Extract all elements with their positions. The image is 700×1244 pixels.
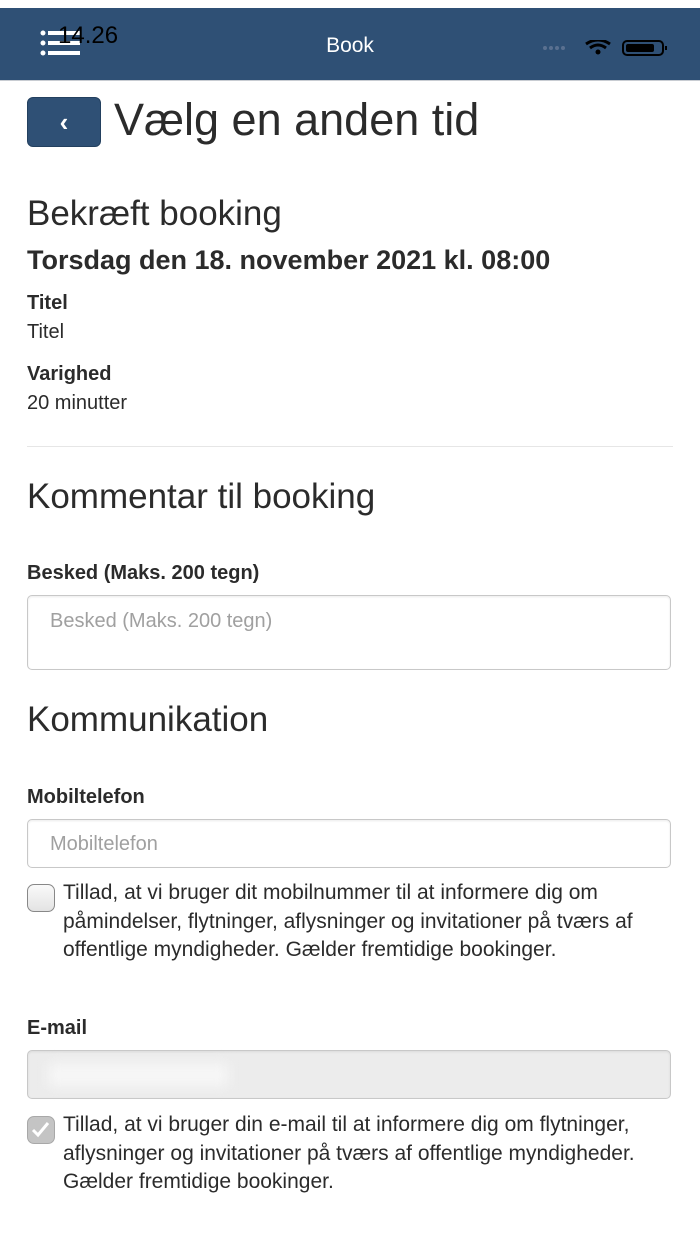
email-consent-text: Tillad, at vi bruger din e-mail til at informere dig om flytninger, aflysninger og invitationer på tværs af offentlige myndigheder. Gælder fremtidige bookinger. — [63, 1113, 635, 1193]
wifi-icon — [586, 40, 610, 55]
title-value: Titel — [27, 321, 65, 343]
duration-value: 20 minutter — [27, 392, 128, 414]
email-value-blurred — [48, 1063, 228, 1087]
comment-heading: Kommentar til booking — [27, 477, 376, 516]
message-placeholder: Besked (Maks. 200 tegn) — [50, 610, 273, 632]
header-title: Book — [326, 34, 374, 57]
booking-datetime: Torsdag den 18. november 2021 kl. 08:00 — [27, 245, 551, 275]
mobile-input[interactable] — [27, 819, 671, 868]
status-icons — [542, 40, 672, 56]
checkmark-icon — [28, 1117, 53, 1142]
page-title: Vælg en anden tid — [114, 94, 480, 145]
duration-label: Varighed — [27, 363, 112, 385]
mobile-consent-checkbox[interactable] — [27, 884, 55, 912]
back-button[interactable] — [27, 97, 101, 147]
communication-heading: Kommunikation — [27, 700, 269, 739]
mobile-consent-text: Tillad, at vi bruger dit mobilnummer til at informere dig om påmindelser, flytninger, aflysninger og invitationer på tværs af offentlige myndigheder. Gælder fremtidige bookinger. — [63, 881, 633, 961]
title-label: Titel — [27, 292, 68, 314]
email-label: E-mail — [27, 1017, 88, 1039]
message-label: Besked (Maks. 200 tegn) — [27, 562, 260, 584]
status-time: 14.26 — [58, 22, 119, 49]
message-input[interactable] — [27, 595, 671, 670]
confirm-heading: Bekræft booking — [27, 194, 282, 233]
email-input[interactable] — [27, 1050, 671, 1099]
divider — [27, 446, 673, 447]
battery-icon — [623, 41, 667, 55]
email-consent-checkbox[interactable] — [27, 1116, 55, 1144]
signal-icon — [543, 46, 565, 50]
mobile-placeholder: Mobiltelefon — [50, 833, 158, 855]
mobile-label: Mobiltelefon — [27, 786, 145, 808]
chevron-left-icon: ‹ — [59, 106, 69, 137]
